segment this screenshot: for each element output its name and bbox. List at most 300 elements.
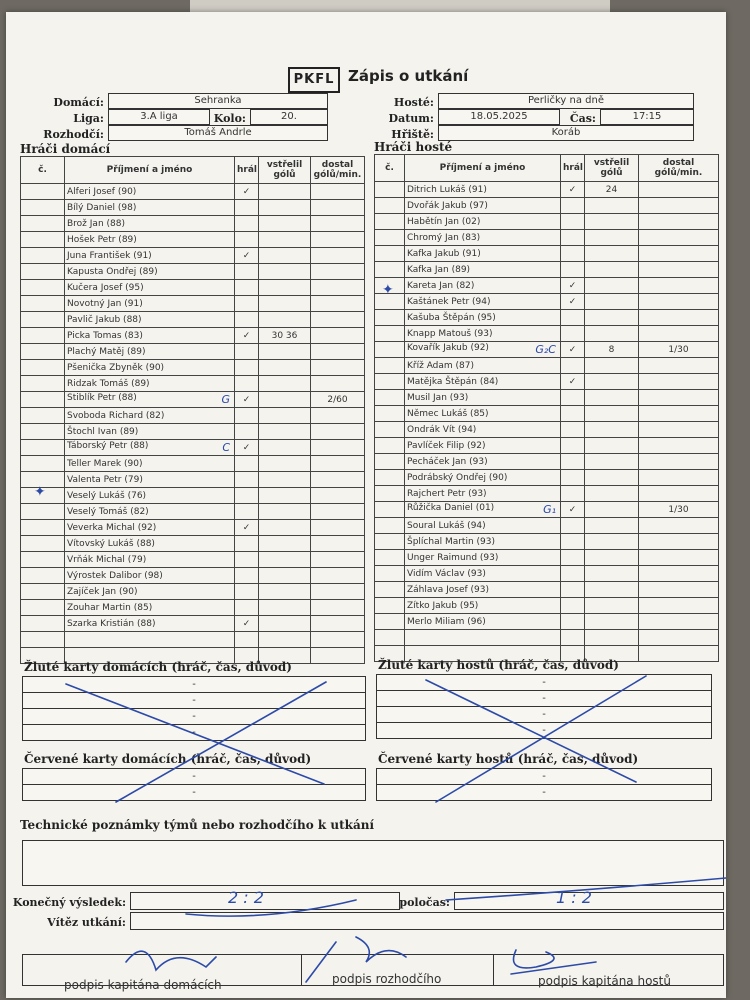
goals-scored (259, 312, 311, 328)
played-mark (561, 614, 585, 630)
home-player-row (21, 328, 365, 344)
home-player-row (21, 584, 365, 600)
home-player-row (21, 536, 365, 552)
player-name: Štochl Ivan (89) (65, 424, 235, 440)
player-number (375, 198, 405, 214)
home-yellow-cards-box (22, 676, 366, 741)
played-mark (561, 582, 585, 598)
player-name: Pavlič Jakub (88) (65, 312, 235, 328)
card-line: - (542, 787, 546, 798)
guest-player-row (375, 566, 719, 582)
goals-scored (259, 568, 311, 584)
played-mark: ✓ (235, 440, 259, 456)
guest-captain-signature-label: podpis kapitána hostů (538, 974, 671, 988)
guest-player-row (375, 310, 719, 326)
played-mark: ✓ (235, 392, 259, 408)
home-player-row (21, 440, 365, 456)
col-num-header: č. (21, 157, 65, 184)
col-num-header: č. (375, 155, 405, 182)
played-mark: ✓ (235, 328, 259, 344)
player-name: Záhlava Josef (93) (405, 582, 561, 598)
goals-scored (259, 440, 311, 456)
player-name: Kafka Jan (89) (405, 262, 561, 278)
player-role-note: G (221, 393, 230, 406)
goals-conceded (639, 566, 719, 582)
player-name: Merlo Miliam (96) (405, 614, 561, 630)
goals-conceded (639, 278, 719, 294)
col-scored-header: vstřelil gólů (259, 157, 311, 184)
goals-conceded (639, 390, 719, 406)
card-line: - (23, 677, 365, 693)
played-mark (561, 518, 585, 534)
played-mark (235, 552, 259, 568)
notes-title: Technické poznámky týmů nebo rozhodčího k utkání (20, 818, 375, 832)
player-name: Hošek Petr (89) (65, 232, 235, 248)
goals-scored: 30 36 (259, 328, 311, 344)
player-number (375, 438, 405, 454)
goals-conceded (639, 214, 719, 230)
guest-player-row (375, 230, 719, 246)
guest-yellow-cards-box (376, 674, 712, 739)
played-mark (561, 406, 585, 422)
goals-scored (259, 376, 311, 392)
goals-scored (585, 262, 639, 278)
goals-scored (259, 616, 311, 632)
goals-conceded (639, 230, 719, 246)
goals-scored (585, 294, 639, 310)
player-name: Výrostek Dalibor (98) (65, 568, 235, 584)
goals-scored (585, 230, 639, 246)
player-name: Svoboda Richard (82) (65, 408, 235, 424)
halftime-value: 1 : 2 (556, 888, 592, 907)
player-number (375, 262, 405, 278)
goals-conceded (639, 182, 719, 198)
played-mark (235, 504, 259, 520)
home-player-row (21, 200, 365, 216)
player-number (21, 216, 65, 232)
player-name: Kovařík Jakub (92) G₂C (405, 342, 561, 358)
player-name: Brož Jan (88) (65, 216, 235, 232)
goals-scored (585, 486, 639, 502)
goals-conceded (311, 344, 365, 360)
card-line: - (23, 709, 365, 725)
player-name: Veverka Michal (92) (65, 520, 235, 536)
home-player-row (21, 248, 365, 264)
card-line: - (377, 769, 711, 785)
player-number (375, 230, 405, 246)
played-mark: ✓ (561, 182, 585, 198)
played-mark (235, 264, 259, 280)
played-mark (235, 280, 259, 296)
pkfl-logo: PKFL (288, 67, 340, 93)
played-mark (561, 566, 585, 582)
player-number (375, 214, 405, 230)
goals-scored (259, 200, 311, 216)
goals-scored (259, 504, 311, 520)
goals-conceded (639, 518, 719, 534)
played-mark (235, 600, 259, 616)
col-name-header: Příjmení a jméno (405, 155, 561, 182)
goals-conceded (639, 310, 719, 326)
player-name: Kučera Josef (95) (65, 280, 235, 296)
goals-conceded (639, 550, 719, 566)
goals-scored (259, 360, 311, 376)
goals-conceded (639, 454, 719, 470)
played-mark (561, 534, 585, 550)
card-line: - (23, 693, 365, 709)
winner-field (130, 912, 724, 930)
guest-player-row (375, 534, 719, 550)
player-number (375, 390, 405, 406)
player-name: Rajchert Petr (93) (405, 486, 561, 502)
card-line: - (377, 707, 711, 723)
player-number (375, 310, 405, 326)
goals-conceded (639, 486, 719, 502)
player-name: Veselý Tomáš (82) (65, 504, 235, 520)
goals-scored (585, 358, 639, 374)
goals-conceded (639, 646, 719, 662)
home-player-row (21, 264, 365, 280)
goals-scored (259, 632, 311, 648)
played-mark (235, 232, 259, 248)
guest-player-row (375, 294, 719, 310)
player-name: Vítovský Lukáš (88) (65, 536, 235, 552)
goals-scored (585, 502, 639, 518)
player-role-note: G₁ (543, 503, 556, 516)
home-player-row (21, 184, 365, 200)
guest-yellow-cards-title: Žluté karty hostů (hráč, čas, důvod) (378, 658, 619, 672)
goals-conceded (311, 296, 365, 312)
played-mark: ✓ (561, 502, 585, 518)
goals-scored (259, 296, 311, 312)
home-player-row (21, 216, 365, 232)
goals-scored (585, 614, 639, 630)
player-number (21, 328, 65, 344)
player-number (375, 502, 405, 518)
guest-team-field: Perličky na dně (438, 93, 694, 109)
player-name: Bílý Daniel (98) (65, 200, 235, 216)
goals-conceded (311, 504, 365, 520)
guest-player-row (375, 582, 719, 598)
home-player-row (21, 504, 365, 520)
goals-scored (585, 422, 639, 438)
played-mark (561, 454, 585, 470)
played-mark (235, 408, 259, 424)
played-mark (235, 488, 259, 504)
player-number (375, 182, 405, 198)
player-number (21, 536, 65, 552)
goals-conceded (311, 536, 365, 552)
player-name: Musil Jan (93) (405, 390, 561, 406)
player-name: Pšenička Zbyněk (90) (65, 360, 235, 376)
player-number (21, 312, 65, 328)
player-name: Ditrich Lukáš (91) (405, 182, 561, 198)
field-label: Hřiště: (391, 128, 434, 141)
guest-player-row (375, 246, 719, 262)
goals-conceded (311, 456, 365, 472)
halftime-label: poločas: (399, 896, 450, 909)
player-number (21, 184, 65, 200)
goals-scored: 8 (585, 342, 639, 358)
home-player-row (21, 568, 365, 584)
played-mark: ✓ (235, 520, 259, 536)
goals-conceded: 2/60 (311, 392, 365, 408)
goals-conceded (311, 472, 365, 488)
guest-player-row (375, 550, 719, 566)
player-number (375, 582, 405, 598)
guest-red-cards-title: Červené karty hostů (hráč, čas, důvod) (378, 752, 639, 766)
player-name: Unger Raimund (93) (405, 550, 561, 566)
goals-conceded (311, 264, 365, 280)
player-number (21, 408, 65, 424)
guest-player-row (375, 454, 719, 470)
guest-player-row (375, 262, 719, 278)
goals-scored (259, 232, 311, 248)
goals-conceded (311, 648, 365, 664)
col-conceded-header: dostal gólů/min. (311, 157, 365, 184)
guest-player-row (375, 198, 719, 214)
goals-conceded (639, 358, 719, 374)
player-number (21, 200, 65, 216)
player-name: Zítko Jakub (95) (405, 598, 561, 614)
goals-scored (585, 630, 639, 646)
goals-conceded (311, 248, 365, 264)
player-name: Dvořák Jakub (97) (405, 198, 561, 214)
goals-scored (585, 390, 639, 406)
home-players-title: Hráči domácí (20, 142, 111, 156)
goals-conceded (639, 598, 719, 614)
goals-scored (259, 424, 311, 440)
player-number (375, 486, 405, 502)
played-mark (561, 390, 585, 406)
player-name: Vidím Václav (93) (405, 566, 561, 582)
player-number (21, 344, 65, 360)
player-number (375, 470, 405, 486)
goals-scored (259, 456, 311, 472)
played-mark (235, 296, 259, 312)
guest-player-row (375, 470, 719, 486)
played-mark (235, 344, 259, 360)
home-yellow-cards-title: Žluté karty domácích (hráč, čas, důvod) (24, 660, 292, 674)
played-mark (561, 230, 585, 246)
played-mark (561, 550, 585, 566)
player-number (21, 424, 65, 440)
player-name: Valenta Petr (79) (65, 472, 235, 488)
player-name: Němec Lukáš (85) (405, 406, 561, 422)
guest-players-table (374, 154, 719, 662)
played-mark: ✓ (561, 278, 585, 294)
goals-scored (259, 344, 311, 360)
played-mark: ✓ (561, 294, 585, 310)
goals-conceded (639, 438, 719, 454)
goals-scored (259, 184, 311, 200)
home-player-row (21, 360, 365, 376)
guest-player-row (375, 278, 719, 294)
player-name: Knapp Matouš (93) (405, 326, 561, 342)
home-player-row (21, 632, 365, 648)
player-name: Šplíchal Martin (93) (405, 534, 561, 550)
goals-conceded (639, 262, 719, 278)
goals-scored (259, 584, 311, 600)
referee-signature-label: podpis rozhodčího (332, 972, 442, 986)
guest-players-title: Hráči hosté (374, 140, 453, 154)
player-name: Veselý Lukáš (76) (65, 488, 235, 504)
player-name: Soural Lukáš (94) (405, 518, 561, 534)
player-number (21, 504, 65, 520)
played-mark: ✓ (561, 342, 585, 358)
goals-scored (259, 280, 311, 296)
player-number (21, 360, 65, 376)
player-name: Zouhar Martin (85) (65, 600, 235, 616)
round-field: 20. (250, 109, 328, 125)
guest-player-row (375, 422, 719, 438)
goals-scored (259, 520, 311, 536)
goals-scored (585, 598, 639, 614)
home-player-row (21, 552, 365, 568)
played-mark (235, 216, 259, 232)
played-mark (235, 584, 259, 600)
goals-conceded (311, 280, 365, 296)
player-name: Pecháček Jan (93) (405, 454, 561, 470)
player-number (21, 552, 65, 568)
guest-player-row (375, 486, 719, 502)
goals-conceded (311, 520, 365, 536)
home-player-row (21, 344, 365, 360)
goals-scored (585, 406, 639, 422)
played-mark: ✓ (235, 616, 259, 632)
played-mark (561, 630, 585, 646)
goals-scored (259, 392, 311, 408)
player-number (21, 584, 65, 600)
goals-conceded: 1/30 (639, 502, 719, 518)
player-number (375, 374, 405, 390)
goals-conceded (311, 408, 365, 424)
player-number (375, 566, 405, 582)
guest-player-row (375, 406, 719, 422)
goals-scored (585, 326, 639, 342)
home-player-row (21, 488, 365, 504)
goals-conceded (311, 328, 365, 344)
goals-conceded (311, 488, 365, 504)
played-mark (561, 262, 585, 278)
goals-conceded (639, 470, 719, 486)
goals-conceded (311, 600, 365, 616)
goals-conceded (311, 184, 365, 200)
player-number (375, 454, 405, 470)
home-player-row (21, 296, 365, 312)
player-number (375, 246, 405, 262)
guest-player-row (375, 502, 719, 518)
home-player-row (21, 408, 365, 424)
played-mark (561, 198, 585, 214)
home-player-row (21, 232, 365, 248)
goals-scored (585, 518, 639, 534)
goals-scored (259, 216, 311, 232)
card-line: - (192, 727, 196, 738)
winner-label: Vítěz utkání: (47, 916, 126, 929)
goals-scored (259, 600, 311, 616)
player-name: Ondrák Vít (94) (405, 422, 561, 438)
player-number (21, 568, 65, 584)
goals-conceded (639, 326, 719, 342)
player-number (375, 614, 405, 630)
guest-player-row (375, 374, 719, 390)
goals-conceded (639, 630, 719, 646)
player-number (21, 376, 65, 392)
player-name: Kapusta Ondřej (89) (65, 264, 235, 280)
match-report-sheet (6, 12, 726, 998)
goals-scored (585, 246, 639, 262)
player-name: Kříž Adam (87) (405, 358, 561, 374)
date-label: Datum: (388, 112, 434, 125)
player-name: Novotný Jan (91) (65, 296, 235, 312)
goals-scored (259, 248, 311, 264)
player-number (21, 440, 65, 456)
guest-player-row (375, 182, 719, 198)
goalkeeper-mark-icon: ✦ (34, 484, 46, 500)
player-number (375, 534, 405, 550)
player-number (375, 358, 405, 374)
goals-scored (259, 264, 311, 280)
goals-scored (585, 470, 639, 486)
goals-scored (259, 472, 311, 488)
goals-scored (585, 534, 639, 550)
played-mark (235, 360, 259, 376)
played-mark (235, 536, 259, 552)
goals-scored (585, 550, 639, 566)
goalkeeper-mark-icon: ✦ (382, 282, 394, 298)
player-role-note: C (222, 441, 230, 454)
goals-scored (585, 214, 639, 230)
goals-conceded (639, 374, 719, 390)
goals-scored (585, 438, 639, 454)
goals-conceded (639, 246, 719, 262)
played-mark (235, 200, 259, 216)
player-name: Kaštánek Petr (94) (405, 294, 561, 310)
player-name: Kareta Jan (82) (405, 278, 561, 294)
played-mark (561, 438, 585, 454)
home-player-row (21, 472, 365, 488)
round-label: Kolo: (213, 112, 246, 125)
home-players-table (20, 156, 365, 664)
home-player-row (21, 376, 365, 392)
col-conceded-header: dostal gólů/min. (639, 155, 719, 182)
referee-label: Rozhodčí: (43, 128, 104, 141)
played-mark (561, 246, 585, 262)
played-mark (235, 472, 259, 488)
col-played-header: hrál (561, 155, 585, 182)
played-mark (561, 214, 585, 230)
player-number (375, 518, 405, 534)
goals-conceded (639, 614, 719, 630)
home-red-cards-box (22, 768, 366, 801)
played-mark (235, 312, 259, 328)
played-mark: ✓ (235, 184, 259, 200)
player-number (21, 600, 65, 616)
time-field: 17:15 (600, 109, 694, 125)
card-line: - (377, 675, 711, 691)
played-mark (561, 486, 585, 502)
player-name: Kafka Jakub (91) (405, 246, 561, 262)
played-mark (235, 456, 259, 472)
goals-conceded (311, 216, 365, 232)
notes-box (22, 840, 724, 886)
col-name-header: Příjmení a jméno (65, 157, 235, 184)
goals-conceded (311, 552, 365, 568)
goals-conceded (311, 200, 365, 216)
col-played-header: hrál (235, 157, 259, 184)
final-result-label: Konečný výsledek: (12, 896, 126, 909)
